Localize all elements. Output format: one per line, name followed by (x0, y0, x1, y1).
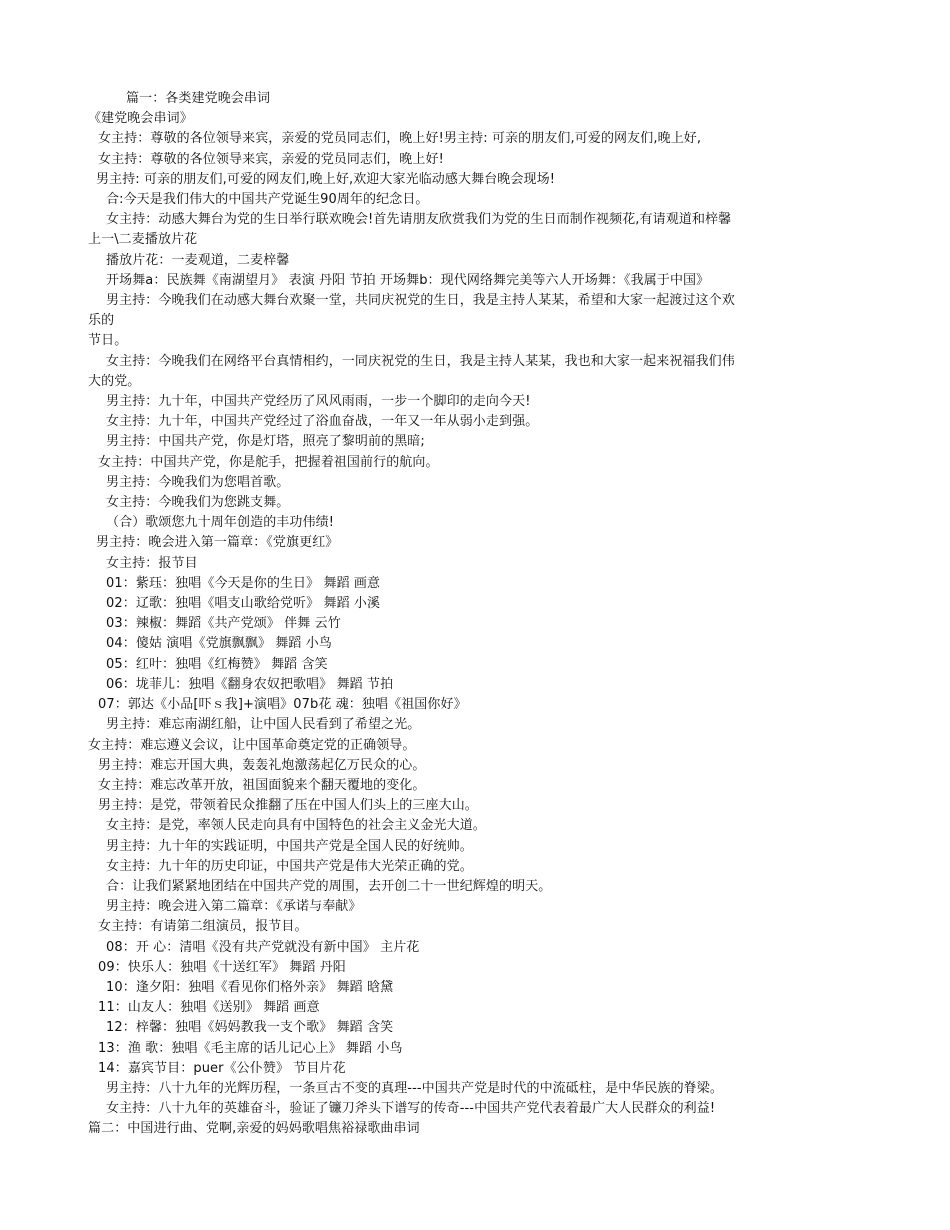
text-line: 女主持：难忘改革开放，祖国面貌来个翻天覆地的变化。 (98, 777, 426, 793)
text-line: 男主持：九十年的实践证明，中国共产党是全国人民的好统帅。 (106, 838, 473, 854)
text-line: （合）歌颂您九十周年创造的丰功伟绩! (106, 515, 335, 531)
text-line: 女主持：是党，率领人民走向具有中国特色的社会主义金光大道。 (106, 818, 486, 834)
text-line: 10：逢夕阳：独唱《看见你们格外亲》 舞蹈 晗黛 (106, 979, 394, 995)
text-line: 《建党晚会串词》 (88, 111, 193, 127)
text-line: 节日。 (88, 333, 128, 349)
text-line: 12：梓馨：独唱《妈妈教我一支个歌》 舞蹈 含笑 (106, 1020, 394, 1036)
text-line: 02：辽歌：独唱《唱支山歌给党听》 舞蹈 小溪 (106, 596, 381, 612)
text-line: 女主持：报节目 (106, 555, 198, 571)
text-line: 男主持：晚会进入第一篇章：《党旗更红》 (96, 535, 339, 551)
text-line: 男主持: 可亲的朋友们,可爱的网友们,晚上好,欢迎大家光临动感大舞台晚会现场! (96, 171, 556, 187)
text-line: 男主持：是党，带领着民众推翻了压在中国人们头上的三座大山。 (98, 798, 478, 814)
text-line: 14：嘉宾节目：puer《公仆赞》 节目片花 (98, 1060, 346, 1076)
text-line: 开场舞a：民族舞《南湖望月》 表演 丹阳 节拍 开场舞b：现代网络舞完美等六人开场舞：《我属于中国》 (106, 272, 710, 288)
text-line: 09：快乐人：独唱《十送红军》 舞蹈 丹阳 (98, 959, 346, 975)
text-line: 女主持：九十年的历史印证，中国共产党是伟大光荣正确的党。 (106, 858, 473, 874)
text-line: 男主持：今晚我们为您唱首歌。 (106, 474, 290, 490)
text-line: 男主持：晚会进入第二篇章：《承诺与奉献》 (106, 899, 362, 915)
text-line: 男主持：难忘开国大典，轰轰礼炮激荡起亿万民众的心。 (98, 757, 426, 773)
text-line: 女主持：尊敬的各位领导来宾，亲爱的党员同志们，晚上好!男主持: 可亲的朋友们,可爱的网友们,晚上好, (98, 131, 702, 147)
text-line: 07：郭达《小品[吓ｓ我]+演唱》07b花 魂：独唱《祖国你好》 (98, 697, 467, 713)
text-line: 女主持：有请第二组演员，报节目。 (98, 919, 308, 935)
document-page (88, 89, 868, 1140)
text-line: 04：傻姑 演唱《党旗飘飘》 舞蹈 小鸟 (106, 636, 332, 652)
text-line: 播放片花：一麦观道，二麦梓馨 (106, 252, 290, 268)
text-line: 上一\二麦播放片花 (88, 232, 198, 248)
text-line: 篇一：各类建党晚会串词 (126, 91, 271, 106)
text-line: 01：紫珏：独唱《今天是你的生日》 舞蹈 画意 (106, 575, 381, 591)
text-line: 大的党。 (88, 373, 141, 389)
text-line: 03：辣椒：舞蹈《共产党颂》 伴舞 云竹 (106, 616, 341, 632)
text-line: 女主持：中国共产党，你是舵手，把握着祖国前行的航向。 (98, 454, 439, 470)
text-line: 女主持：九十年，中国共产党经过了浴血奋战，一年又一年从弱小走到强。 (106, 414, 539, 430)
text-line: 合：让我们紧紧地团结在中国共产党的周围，去开创二十一世纪辉煌的明天。 (106, 878, 552, 894)
text-line: 女主持：今晚我们在网络平台真情相约，一同庆祝党的生日，我是主持人某某，我也和大家一起来祝福我们伟 (106, 353, 735, 369)
text-line: 女主持：今晚我们为您跳支舞。 (106, 495, 290, 511)
text-line: 篇二：中国进行曲、党啊,亲爱的妈妈歌唱焦裕禄歌曲串词 (88, 1121, 420, 1137)
text-line: 女主持：八十九年的英雄奋斗，验证了镰刀斧头下谱写的传奇---中国共产党代表着最广大人民群众的利益! (106, 1101, 716, 1117)
text-line: 女主持：尊敬的各位领导来宾，亲爱的党员同志们，晚上好! (98, 151, 444, 167)
text-line: 女主持：动感大舞台为党的生日举行联欢晚会!首先请朋友欣赏我们为党的生日而制作视频花,有请观道和梓馨 (106, 212, 732, 228)
text-line: 11：山友人：独唱《送别》 舞蹈 画意 (98, 1000, 320, 1016)
text-line: 男主持：九十年，中国共产党经历了风风雨雨，一步一个脚印的走向今天! (106, 394, 531, 410)
text-line: 乐的 (88, 313, 115, 329)
text-line: 合:今天是我们伟大的中国共产党诞生90周年的纪念日。 (106, 192, 429, 208)
text-line: 男主持：八十九年的光辉历程，一条亘古不变的真理---中国共产党是时代的中流砥柱，是中华民族的脊梁。 (106, 1080, 723, 1096)
text-line: 男主持：今晚我们在动感大舞台欢聚一堂，共同庆祝党的生日，我是主持人某某，希望和大家一起渡过这个欢 (106, 293, 735, 309)
text-line: 08：开 心：清唱《没有共产党就没有新中国》 主片花 (106, 939, 420, 955)
text-line: 男主持：难忘南湖红船，让中国人民看到了希望之光。 (106, 717, 421, 733)
text-line: 男主持：中国共产党，你是灯塔，照亮了黎明前的黑暗; (106, 434, 425, 450)
text-line: 05：红叶：独唱《红梅赞》 舞蹈 含笑 (106, 656, 328, 672)
text-line: 06：垅菲儿：独唱《翻身农奴把歌唱》 舞蹈 节拍 (106, 676, 394, 692)
text-line: 女主持：难忘遵义会议，让中国革命奠定党的正确领导。 (88, 737, 416, 753)
text-line: 13：渔 歌：独唱《毛主席的话儿记心上》 舞蹈 小鸟 (98, 1040, 403, 1056)
